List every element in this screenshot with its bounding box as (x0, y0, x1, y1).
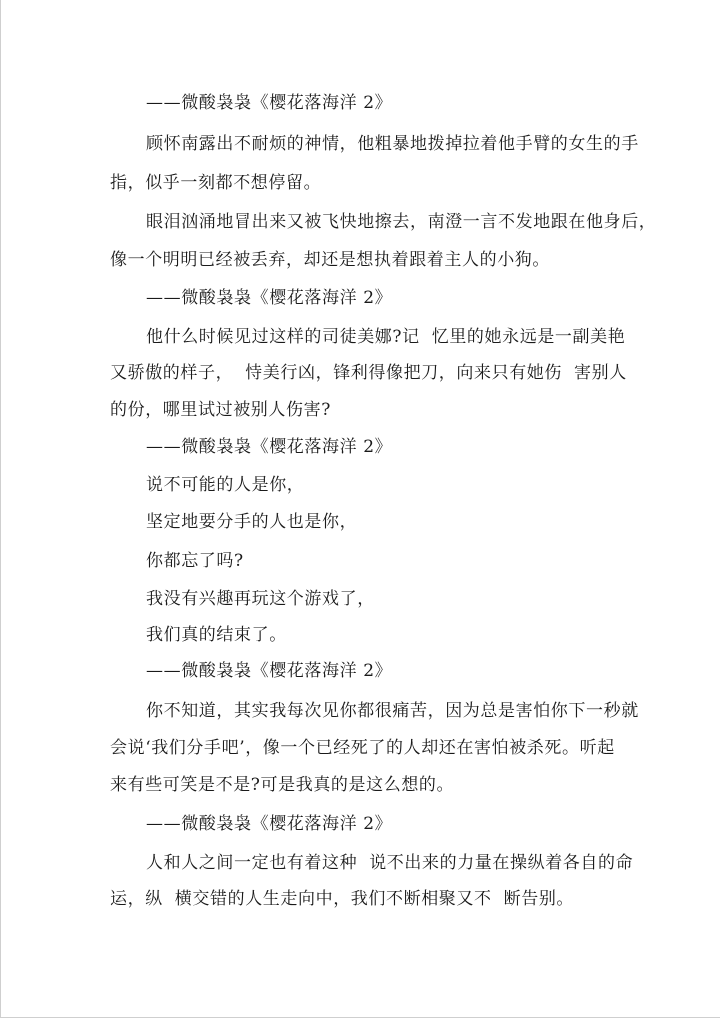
paragraph-line: 我们真的结束了。 (146, 625, 287, 645)
paragraph-line: 说不可能的人是你， (146, 475, 305, 495)
paragraph-line: 的份，哪里试过被别人伤害? (110, 400, 331, 420)
paragraph-line: 你不知道，其实我每次见你都很痛苦，因为总是害怕你下一秒就 (146, 701, 639, 721)
quote-attribution: ——微酸袅袅《樱花落海洋 2》 (146, 437, 393, 457)
paragraph-line: 又骄傲的样子， 恃美行凶，锋利得像把刀，向来只有她伤 害别人 (110, 363, 627, 383)
quote-attribution: ——微酸袅袅《樱花落海洋 2》 (146, 288, 393, 308)
paragraph-line: 眼泪汹涌地冒出来又被飞快地擦去，南澄一言不发地跟在他身后， (146, 212, 657, 232)
paragraph-line: 你都忘了吗? (146, 551, 244, 571)
quote-attribution: ——微酸袅袅《樱花落海洋 2》 (146, 661, 393, 681)
paragraph-line: 坚定地要分手的人也是你， (146, 512, 358, 532)
quote-attribution: ——微酸袅袅《樱花落海洋 2》 (146, 814, 393, 834)
paragraph-line: 指，似乎一刻都不想停留。 (110, 173, 322, 193)
paragraph-line: 我没有兴趣再玩这个游戏了， (146, 589, 375, 609)
paragraph-line: 运，纵 横交错的人生走向中，我们不断相聚又不 断告别。 (110, 889, 575, 909)
paragraph-line: 顾怀南露出不耐烦的神情，他粗暴地拨掉拉着他手臂的女生的手 (146, 134, 639, 154)
paragraph-line: 他什么时候见过这样的司徒美娜?记 忆里的她永远是一副美艳 (146, 327, 626, 347)
quote-attribution: ——微酸袅袅《樱花落海洋 2》 (146, 93, 393, 113)
paragraph-line: 像一个明明已经被丢弃，却还是想执着跟着主人的小狗。 (110, 250, 550, 270)
paragraph-line: 来有些可笑是不是?可是我真的是这么想的。 (110, 775, 455, 795)
paragraph-line: 会说‘我们分手吧’，像一个已经死了的人却还在害怕被杀死。听起 (110, 738, 615, 758)
paragraph-line: 人和人之间一定也有着这种 说不出来的力量在操纵着各自的命 (146, 853, 634, 873)
